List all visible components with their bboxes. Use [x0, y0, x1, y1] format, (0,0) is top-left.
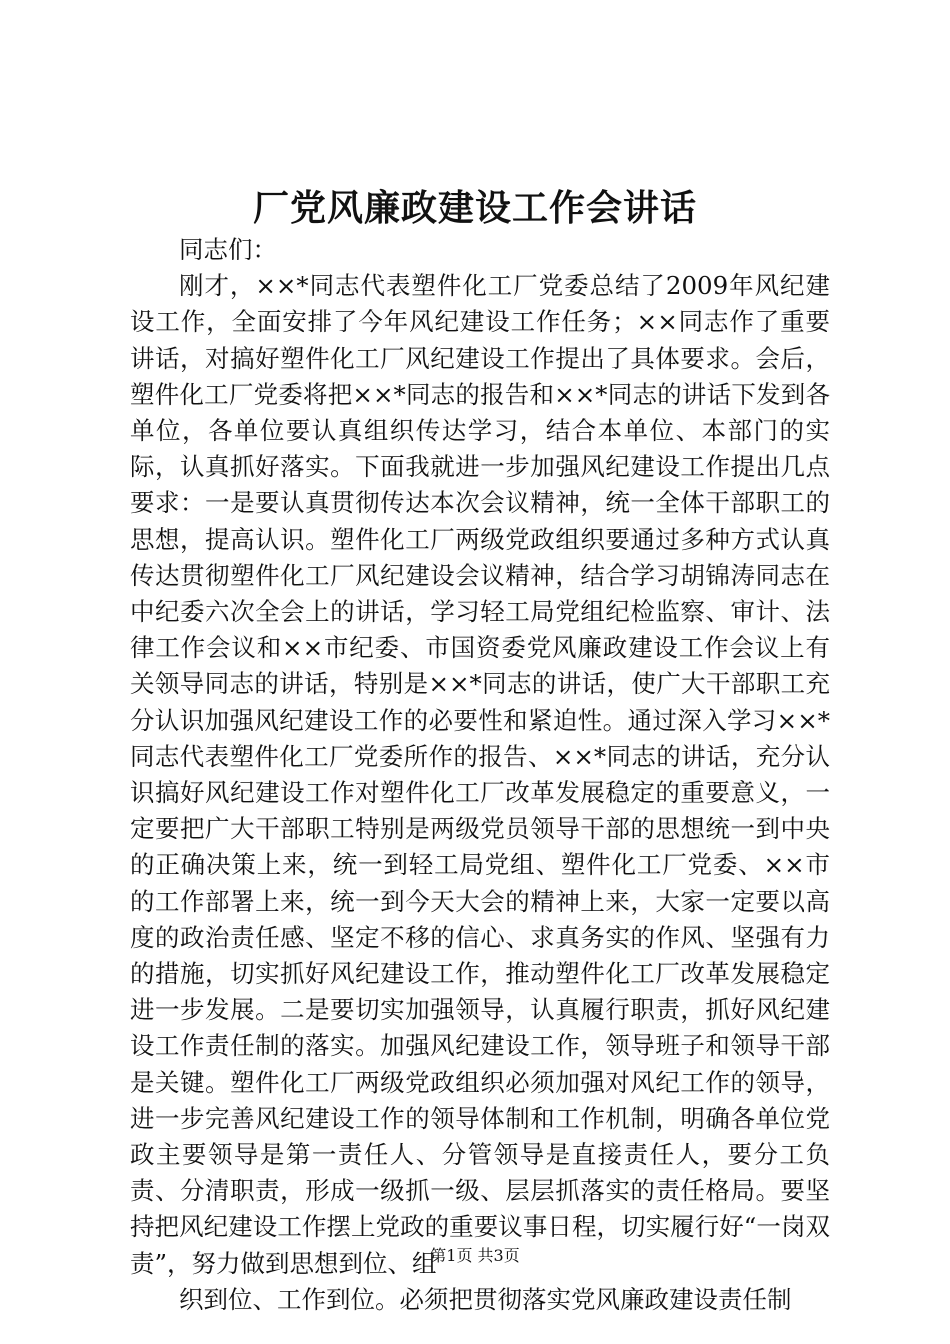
document-title: 厂党风廉政建设工作会讲话 — [252, 187, 697, 229]
page-number-footer: 第1页 共3页 — [430, 1246, 520, 1265]
document-body — [130, 232, 830, 1318]
greeting-paragraph: 同志们： — [179, 235, 277, 264]
body-paragraph: 刚才，××*同志代表塑件化工厂党委总结了2009年风纪建设工作，全面安排了今年风纪建设工作任务；××同志作了重要讲话，对搞好塑件化工厂风纪建设工作提出了具体要求。会后，塑件化工厂党委将把××*同志的报告和××*同志的讲话下发到各单位，各单位要认真组织传达学习，结合本单位、本部门的实际，认真抓好落实。下面我就进一步加强风纪建设工作提出几点要求：一是要认真贯彻传达本次会议精神，统一全体干部职工的思想，提高认识。塑件化工厂两级党政组织要通过多种方式认真传达贯彻塑件化工厂风纪建设会议精神，结合学习胡锦涛同志在中纪委六次全会上的讲话，学习轻工局党组纪检监察、审计、法律工作会议和××市纪委、市国资委党风廉政建设工作会议上有关领导同志的讲话，特别是××*同志的讲话，使广大干部职工充分认识加强风纪建设工作的必要性和紧迫性。通过深入学习××*同志代表塑件化工厂党委所作的报告、××*同志的讲话，充分认识搞好风纪建设工作对塑件化工厂改革发展稳定的重要意义，一定要把广大干部职工特别是两级党员领导干部的思想统一到中央的正确决策上来，统一到轻工局党组、塑件化工厂党委、××市的工作部署上来，统一到今天大会的精神上来，大家一定要以高度的政治责任感、坚定不移的信心、求真务实的作风、坚强有力的措施，切实抓好风纪建设工作，推动塑件化工厂改革发展稳定进一步发展。二是要切实加强领导，认真履行职责，抓好风纪建设工作责任制的落实。加强风纪建设工作，领导班子和领导干部是关键。塑件化工厂两级党政组织必须加强对风纪工作的领导，进一步完善风纪建设工作的领导体制和工作机制，明确各单位党政主要领导是第一责任人、分管领导是直接责任人，要分工负责、分清职责，形成一级抓一级、层层抓落实的责任格局。要坚持把风纪建设工作摆上党政的重要议事日程，切实履行好“一岗双责”，努力做到思想到位、组 — [130, 271, 830, 1278]
body-paragraph-continued: 织到位、工作到位。必须把贯彻落实党风廉政建设责任制 — [179, 1284, 792, 1314]
